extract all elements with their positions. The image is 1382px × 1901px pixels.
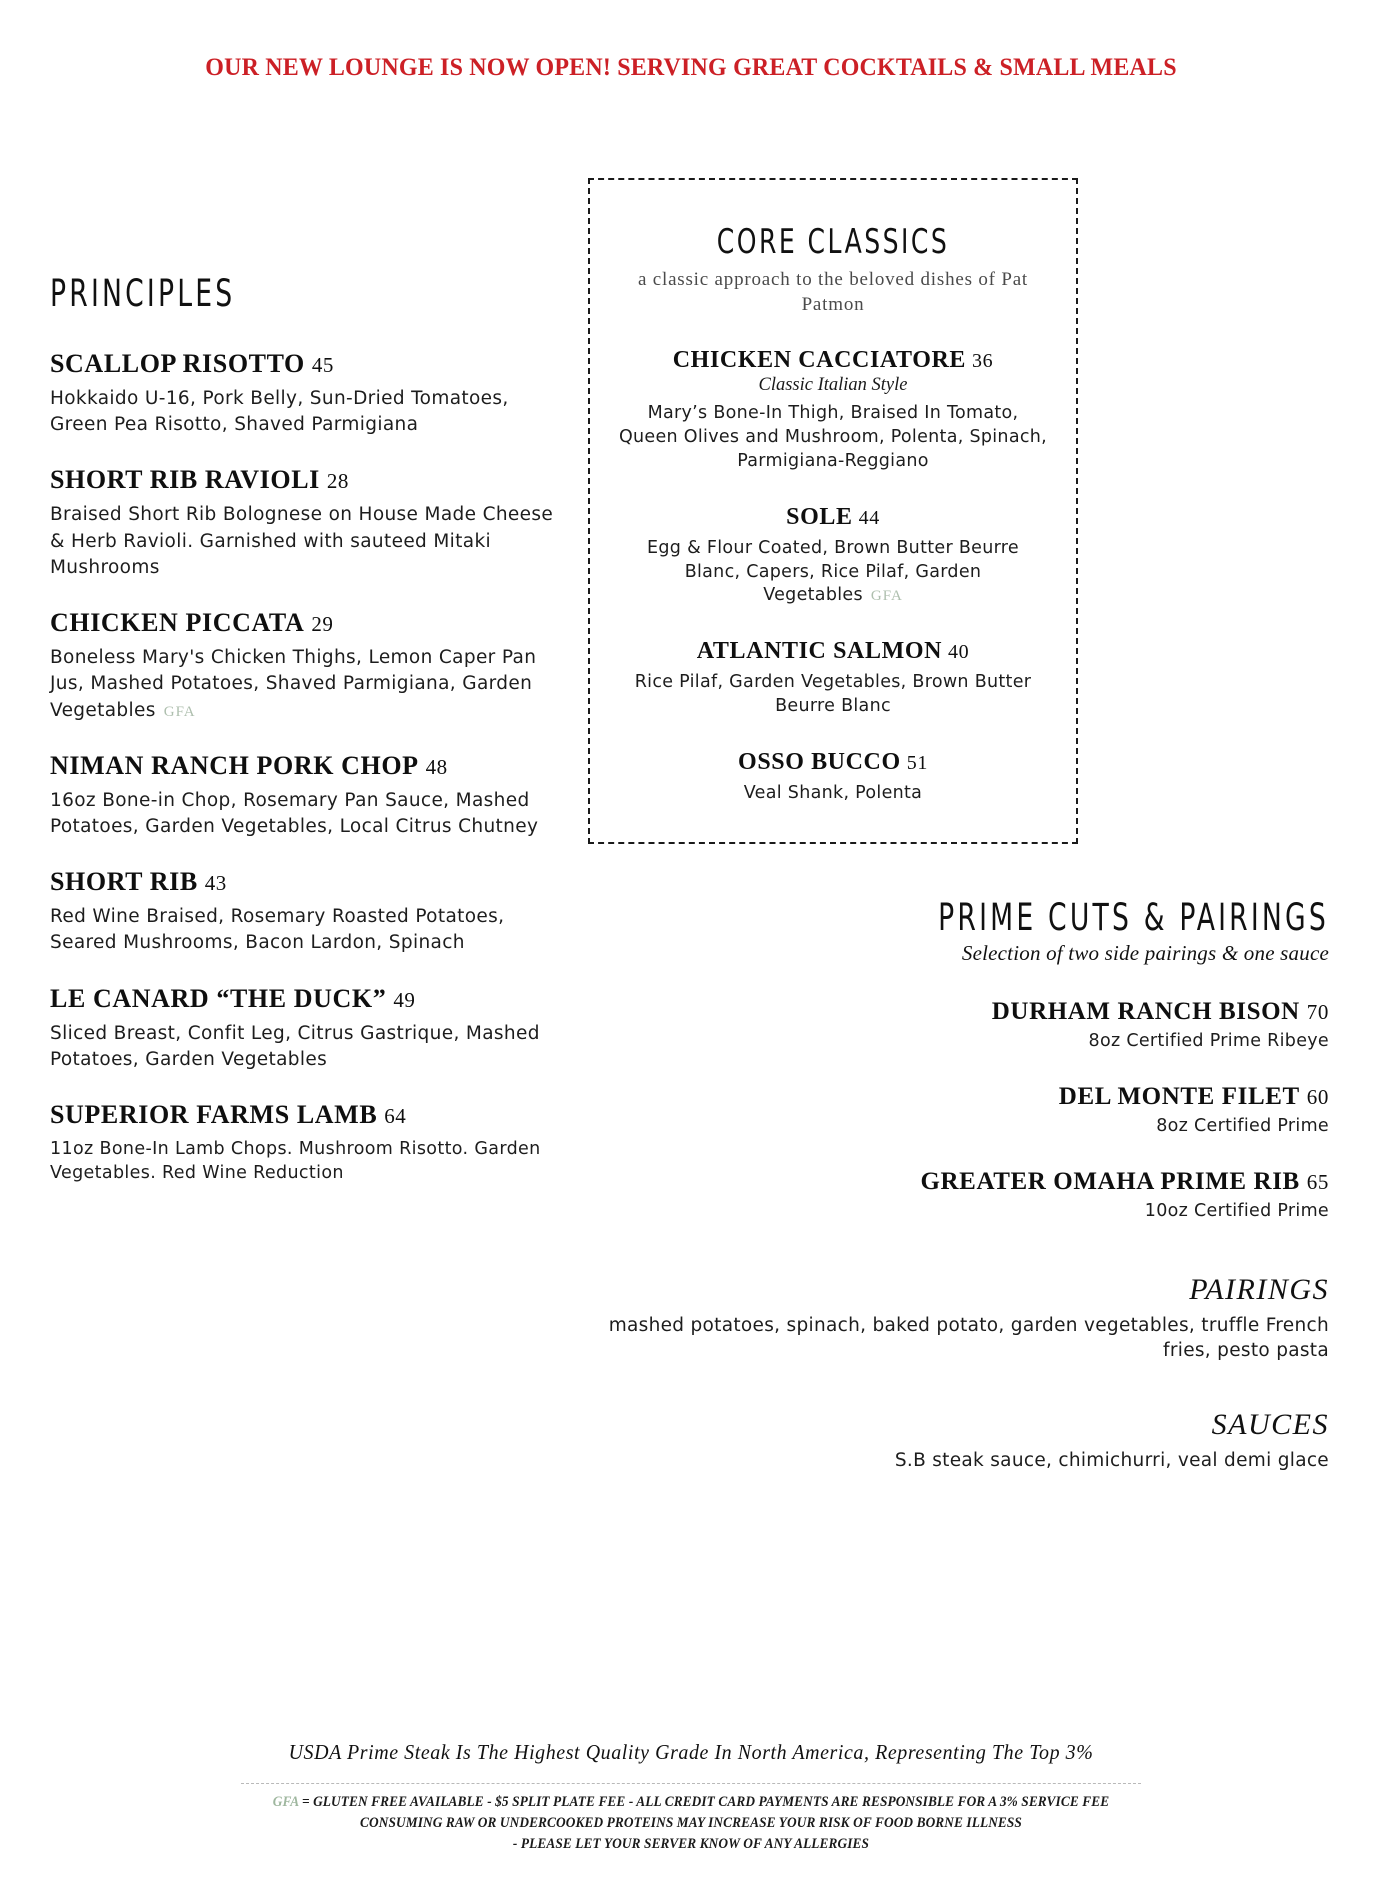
footer-line-1 bbox=[55, 1792, 1326, 1813]
menu-item-description-text: Hokkaido U-16, Pork Belly, Sun-Dried Tomatoes, Green Pea Risotto, Shaved Parmigiana bbox=[50, 387, 509, 436]
core-classics-item-heading bbox=[618, 749, 1048, 776]
prime-cut-heading bbox=[588, 998, 1329, 1026]
menu-item-heading bbox=[50, 465, 555, 495]
menu-item-price: 45 bbox=[311, 353, 334, 377]
core-classics-item-description-text: Mary’s Bone-In Thigh, Braised In Tomato, Queen Olives and Mushroom, Polenta, Spinach, Parmigiana-Reggiano bbox=[618, 403, 1048, 471]
core-classics-item-description-text: Rice Pilaf, Garden Vegetables, Brown Butter Beurre Blanc bbox=[634, 672, 1032, 716]
menu-item-description bbox=[50, 904, 555, 957]
menu-item bbox=[50, 1100, 555, 1186]
menu-item bbox=[50, 984, 555, 1073]
sauces-title: SAUCES bbox=[1211, 1407, 1329, 1441]
core-classics-item-description bbox=[618, 402, 1048, 473]
menu-item bbox=[50, 867, 555, 956]
core-classics-item-heading bbox=[618, 347, 1048, 374]
prime-cuts-section bbox=[588, 896, 1333, 1221]
prime-cut-item bbox=[588, 998, 1329, 1051]
prime-cut-description: 8oz Certified Prime bbox=[1156, 1115, 1329, 1136]
core-classics-item-heading bbox=[618, 504, 1048, 531]
core-classics-item-name: SOLE bbox=[786, 503, 853, 530]
core-classics-item-price: 36 bbox=[972, 350, 994, 373]
pairings-section bbox=[588, 1273, 1333, 1364]
menu-item-name: SHORT RIB RAVIOLI bbox=[50, 465, 320, 495]
prime-cut-name: DURHAM RANCH BISON bbox=[991, 997, 1300, 1025]
core-classics-item-price: 40 bbox=[948, 641, 970, 664]
menu-item-price: 43 bbox=[204, 871, 227, 896]
footer-fine-print bbox=[55, 1792, 1326, 1855]
footer-line-2: CONSUMING RAW OR UNDERCOOKED PROTEINS MAY INCREASE YOUR RISK OF FOOD BORNE ILLNESS bbox=[360, 1814, 1022, 1831]
menu-item bbox=[50, 349, 555, 438]
menu-item-name: SUPERIOR FARMS LAMB bbox=[50, 1100, 378, 1130]
menu-item bbox=[50, 465, 555, 581]
core-classics-item-description-text: Egg & Flour Coated, Brown Butter Beurre Blanc, Capers, Rice Pilaf, Garden Vegetables bbox=[647, 537, 1019, 606]
prime-cut-description: 10oz Certified Prime bbox=[1144, 1200, 1329, 1221]
menu-item-description bbox=[50, 502, 555, 581]
prime-cuts-item-list bbox=[588, 998, 1329, 1221]
menu-item-description-text: Sliced Breast, Confit Leg, Citrus Gastrique, Mashed Potatoes, Garden Vegetables bbox=[50, 1022, 540, 1070]
core-classics-item-name: CHICKEN CACCIATORE bbox=[672, 347, 967, 374]
usda-note: USDA Prime Steak Is The Highest Quality Grade In North America, Representing The Top 3% bbox=[288, 1739, 1094, 1764]
core-classics-subtitle: a classic approach to the beloved dishes of Pat Patmon bbox=[637, 269, 1029, 315]
principles-column bbox=[50, 272, 555, 1213]
menu-item-heading bbox=[50, 1100, 555, 1130]
menu-item-description-text: Braised Short Rib Bolognese on House Made Cheese & Herb Ravioli. Garnished with sauteed Mitaki Mushrooms bbox=[50, 504, 554, 578]
section-title-core-classics: CORE CLASSICS bbox=[716, 222, 950, 262]
prime-cut-item bbox=[588, 1168, 1329, 1221]
footer-line-1-rest: = GLUTEN FREE AVAILABLE - $5 SPLIT PLATE FEE - ALL CREDIT CARD PAYMENTS ARE RESPONSIBLE FOR A 3% SERVICE FEE bbox=[298, 1793, 1110, 1810]
menu-item-name: LE CANARD “THE DUCK” bbox=[50, 983, 387, 1013]
menu-item-description bbox=[50, 788, 555, 841]
menu-item-heading bbox=[50, 349, 555, 379]
menu-item-description bbox=[50, 645, 555, 724]
core-classics-box bbox=[588, 178, 1078, 844]
menu-item-description bbox=[50, 386, 555, 439]
core-classics-item-style: Classic Italian Style bbox=[758, 375, 908, 396]
core-classics-item-price: 44 bbox=[858, 506, 880, 529]
core-classics-item bbox=[618, 504, 1048, 608]
menu-item-description-text: 11oz Bone-In Lamb Chops. Mushroom Risotto. Garden Vegetables. Red Wine Reduction bbox=[50, 1138, 541, 1184]
core-classics-item bbox=[618, 749, 1048, 806]
pairings-body: mashed potatoes, spinach, baked potato, garden vegetables, truffle French fries, pesto pasta bbox=[608, 1314, 1329, 1362]
core-classics-item-list bbox=[618, 347, 1048, 805]
core-classics-item-price: 51 bbox=[906, 751, 928, 774]
section-title-principles: PRINCIPLES bbox=[50, 272, 236, 315]
menu-item-price: 28 bbox=[326, 469, 349, 494]
menu-item-name: SHORT RIB bbox=[50, 867, 198, 897]
prime-cut-heading bbox=[588, 1083, 1329, 1111]
menu-item-description bbox=[50, 1137, 555, 1186]
core-classics-item bbox=[618, 347, 1048, 473]
gfa-legend-label: GFA bbox=[272, 1793, 299, 1810]
menu-item-heading bbox=[50, 608, 555, 638]
gfa-badge: GFA bbox=[163, 703, 196, 720]
prime-cut-name: DEL MONTE FILET bbox=[1058, 1082, 1300, 1110]
footer-divider bbox=[241, 1783, 1141, 1784]
prime-cut-description: 8oz Certified Prime Ribeye bbox=[1088, 1030, 1329, 1051]
prime-cut-price: 70 bbox=[1306, 999, 1329, 1024]
menu-item-description-text: 16oz Bone-in Chop, Rosemary Pan Sauce, Mashed Potatoes, Garden Vegetables, Local Citrus Chutney bbox=[50, 789, 539, 837]
prime-cuts-subtitle: Selection of two side pairings & one sauce bbox=[961, 940, 1329, 965]
core-classics-item-description bbox=[618, 782, 1048, 806]
core-classics-item bbox=[618, 638, 1048, 719]
prime-cut-item bbox=[588, 1083, 1329, 1136]
core-classics-item-name: OSSO BUCCO bbox=[738, 748, 901, 775]
prime-cut-heading bbox=[588, 1168, 1329, 1196]
sauces-body: S.B steak sauce, chimichurri, veal demi glace bbox=[894, 1449, 1329, 1471]
footer bbox=[0, 1740, 1382, 1855]
section-title-prime-cuts: PRIME CUTS & PAIRINGS bbox=[938, 895, 1329, 939]
menu-item-name: CHICKEN PICCATA bbox=[50, 608, 305, 638]
menu-item-heading bbox=[50, 751, 555, 781]
footer-line-3: - PLEASE LET YOUR SERVER KNOW OF ANY ALLERGIES bbox=[512, 1835, 870, 1852]
prime-cut-name: GREATER OMAHA PRIME RIB bbox=[920, 1167, 1300, 1195]
menu-item-description-text: Boneless Mary's Chicken Thighs, Lemon Caper Pan Jus, Mashed Potatoes, Shaved Parmigiana, Garden Vegetables bbox=[50, 647, 537, 721]
menu-item bbox=[50, 751, 555, 840]
menu-item-heading bbox=[50, 867, 555, 897]
menu-item-price: 29 bbox=[311, 612, 334, 637]
menu-item-name: SCALLOP RISOTTO bbox=[50, 349, 305, 378]
sauces-section bbox=[588, 1408, 1333, 1474]
pairings-title: PAIRINGS bbox=[1189, 1272, 1329, 1306]
prime-cut-price: 60 bbox=[1306, 1084, 1329, 1109]
prime-cut-price: 65 bbox=[1306, 1169, 1329, 1194]
right-column bbox=[588, 178, 1333, 1473]
menu-item-price: 64 bbox=[384, 1104, 407, 1129]
core-classics-item-name: ATLANTIC SALMON bbox=[696, 638, 943, 665]
menu-item bbox=[50, 608, 555, 724]
gfa-badge: GFA bbox=[870, 588, 903, 605]
principles-item-list bbox=[50, 349, 555, 1186]
menu-item-description bbox=[50, 1021, 555, 1074]
core-classics-item-description-text: Veal Shank, Polenta bbox=[743, 782, 923, 803]
core-classics-item-description bbox=[618, 537, 1048, 608]
menu-item-price: 49 bbox=[393, 987, 416, 1012]
promo-banner: OUR NEW LOUNGE IS NOW OPEN! SERVING GREAT COCKTAILS & SMALL MEALS bbox=[205, 52, 1177, 81]
menu-item-name: NIMAN RANCH PORK CHOP bbox=[50, 750, 419, 780]
menu-item-price: 48 bbox=[425, 754, 448, 779]
menu-item-description-text: Red Wine Braised, Rosemary Roasted Potatoes, Seared Mushrooms, Bacon Lardon, Spinach bbox=[50, 906, 505, 954]
core-classics-item-description bbox=[618, 671, 1048, 719]
menu-item-heading bbox=[50, 984, 555, 1014]
core-classics-item-heading bbox=[618, 638, 1048, 665]
